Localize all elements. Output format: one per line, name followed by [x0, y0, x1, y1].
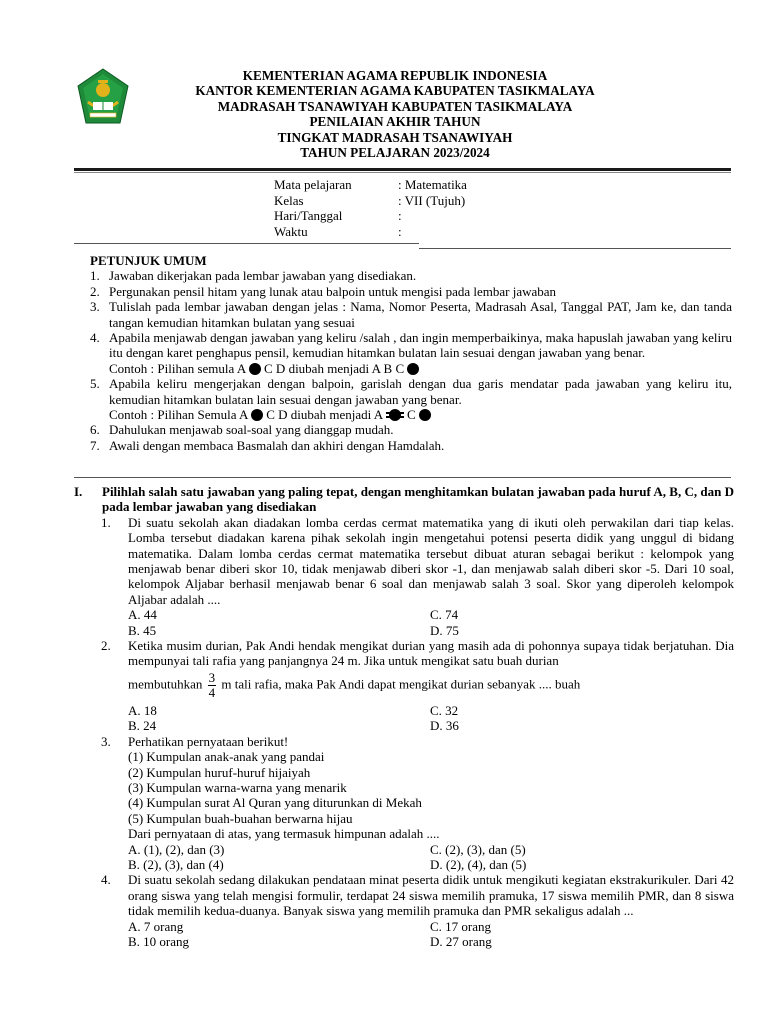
- section-number: I.: [74, 484, 83, 499]
- info-value: :: [398, 223, 402, 239]
- header-line: MADRASAH TSANAWIYAH KABUPATEN TASIKMALAYA: [217, 98, 573, 114]
- question-text: Perhatikan pernyataan berikut!: [128, 733, 289, 749]
- option: B. (2), (3), dan (4): [128, 856, 224, 872]
- option: B. 10 orang: [128, 933, 190, 949]
- example-row: Contoh : Pilihan semula A C D diubah menjadi A B C: [90, 361, 732, 376]
- instruction-item: 6. Dahulukan menjawab soal-soal yang dianggap mudah.: [90, 422, 394, 438]
- option: A. 44: [128, 607, 157, 623]
- kemenag-logo: [76, 68, 130, 126]
- filled-bubble-icon: [251, 409, 263, 421]
- option: D. 36: [430, 718, 459, 734]
- question-continuation: membutuhkan $\frac{3}{4}$ m tali rafia, maka Pak Andi dapat mengikat durian sebanyak .... buah: [128, 669, 581, 700]
- header-divider: [74, 168, 731, 171]
- instruction-item: 5. Apabila keliru mengerjakan dengan balpoin, garislah dengan dua garis mendatar pada jawaban yang keliru itu, kemudian hitamkan bulatan lain sesuai dengan jawaban yang benar.: [90, 376, 732, 407]
- option: B. 45: [128, 622, 157, 638]
- info-value: :: [398, 208, 402, 223]
- instruction-item: 2. Pergunakan pensil hitam yang lunak atau balpoin untuk mengisi pada lembar jawaban: [90, 283, 557, 299]
- divider: [74, 243, 419, 244]
- question-number: 3.: [101, 733, 111, 749]
- instruction-item: 7. Awali dengan membaca Basmalah dan akhiri dengan Hamdalah.: [90, 437, 445, 453]
- options: [74, 842, 734, 873]
- question-text: Ketika musim durian, Pak Andi hendak mengikat durian yang masih ada di pohonnya supaya tidak berjatuhan. Dia mempunyai tali rafia yang panjangnya 24 m. Jika untuk mengikat satu buah durian: [128, 638, 734, 669]
- general-instructions: [90, 253, 732, 453]
- options: [74, 607, 734, 638]
- info-value: : VII (Tujuh): [398, 192, 466, 208]
- filled-bubble-icon: [249, 363, 261, 375]
- instructions-title: PETUNJUK UMUM: [90, 253, 207, 268]
- question-text: Di suatu sekolah sedang dilakukan pendataan minat peserta didik untuk mengikuti kegiatan ekstrakurikuler. Dari 42 orang siswa yang telah mengisi formulir, terdapat 24 siswa memilih pramuka, 17 siswa memilih PMR, dan 8 siswa tidak memilih kedua-duanya. Banyak siswa yang memilih pramuka dan PMR sekaligus adalah ...: [128, 872, 734, 919]
- header-line: KANTOR KEMENTERIAN AGAMA KABUPATEN TASIKMALAYA: [195, 83, 595, 99]
- option: A. 7 orang: [128, 918, 184, 934]
- header-line: TAHUN PELAJARAN 2023/2024: [300, 145, 490, 161]
- header-divider-thin: [74, 172, 731, 173]
- option: A. (1), (2), dan (3): [128, 841, 225, 857]
- option: A. 18: [128, 702, 157, 718]
- header-line: PENILAIAN AKHIR TAHUN: [309, 114, 481, 130]
- question: [74, 872, 734, 918]
- info-value: : Matematika: [398, 177, 467, 192]
- instruction-item: 4. Apabila menjawab dengan jawaban yang keliru /salah , dan ingin memperbaikinya, maka hapuslah jawaban yang keliru itu dengan karet penghapus pensil, kemudian hitamkan bulatan lain sesuai dengan jawaban yang benar.: [90, 330, 732, 361]
- info-key: Kelas: [274, 192, 304, 208]
- instruction-item: 3. Tulislah pada lembar jawaban dengan jelas : Nama, Nomor Peserta, Madrasah Asal, Tanggal PAT, Jam ke, dan tanda tangan kemudian hitamkan bulatan yang sesuai: [90, 299, 732, 330]
- statement: (2) Kumpulan huruf-huruf hijaiyah: [128, 764, 311, 780]
- option: D. 27 orang: [430, 933, 492, 949]
- question-number: 2.: [101, 638, 111, 654]
- question-number: 4.: [101, 872, 111, 888]
- option: C. 74: [430, 607, 459, 623]
- statement: (1) Kumpulan anak-anak yang pandai: [128, 749, 325, 765]
- question-number: 1.: [101, 514, 111, 530]
- option: C. (2), (3), dan (5): [430, 841, 526, 857]
- options: [74, 919, 734, 950]
- header-line: TINGKAT MADRASAH TSANAWIYAH: [277, 129, 513, 145]
- header-line: KEMENTERIAN AGAMA REPUBLIK INDONESIA: [242, 68, 548, 83]
- statement: (4) Kumpulan surat Al Quran yang diturunkan di Mekah: [128, 795, 422, 811]
- divider: [419, 248, 731, 249]
- question: [74, 515, 734, 607]
- statement: (5) Kumpulan buah-buahan berwarna hijau: [128, 810, 353, 826]
- question: [74, 734, 734, 749]
- option: C. 17 orang: [430, 918, 492, 934]
- info-key: Waktu: [274, 223, 308, 239]
- statement: (3) Kumpulan warna-warna yang menarik: [128, 779, 347, 795]
- filled-bubble-icon: [407, 363, 419, 375]
- letterhead: [150, 68, 640, 160]
- instruction-item: 1. Jawaban dikerjakan pada lembar jawaban yang disediakan.: [90, 268, 417, 284]
- divider: [74, 477, 731, 478]
- crossed-bubble-icon: [386, 409, 404, 421]
- info-key: Hari/Tanggal: [274, 208, 343, 223]
- option: D. (2), (4), dan (5): [430, 856, 527, 872]
- exam-info: [274, 177, 467, 239]
- question-text: Di suatu sekolah akan diadakan lomba cerdas cermat matematika yang di ikuti oleh perwakilan dari tiap kelas. Lomba tersebut diadakan karena pihak sekolah ingin mengetahui potensi peserta didik yang unggul di bidang matematika. Dalam lomba cerdas cermat matematika tersebut dibuat aturan sebagai berikut : kelompok yang menjawab benar diberi skor 10, tidak menjawab diberi skor -1, dan menjawab salah diberi skor -5. Dari 10 soal, kelompok Aljabar berhasil menjawab benar 6 soal dan menjawab salah 3 soal. Skor yang diperoleh kelompok Aljabar adalah ....: [128, 514, 734, 607]
- example-row: Contoh : Pilihan Semula A C D diubah menjadi A C: [90, 407, 732, 422]
- fraction: $\frac{3}{4}$: [208, 669, 216, 700]
- question-prompt: Dari pernyataan di atas, yang termasuk himpunan adalah ....: [128, 826, 440, 842]
- section-heading: [74, 484, 734, 515]
- filled-bubble-icon: [419, 409, 431, 421]
- options: [74, 703, 734, 734]
- option: C. 32: [430, 702, 459, 718]
- info-key: Mata pelajaran: [274, 177, 352, 192]
- section-multiple-choice: [74, 484, 734, 949]
- option: B. 24: [128, 718, 157, 734]
- option: D. 75: [430, 622, 459, 638]
- question: [74, 638, 734, 669]
- section-title: Pilihlah salah satu jawaban yang paling tepat, dengan menghitamkan bulatan jawaban pada huruf A, B, C, dan D pada lembar jawaban yang disediakan: [102, 484, 734, 515]
